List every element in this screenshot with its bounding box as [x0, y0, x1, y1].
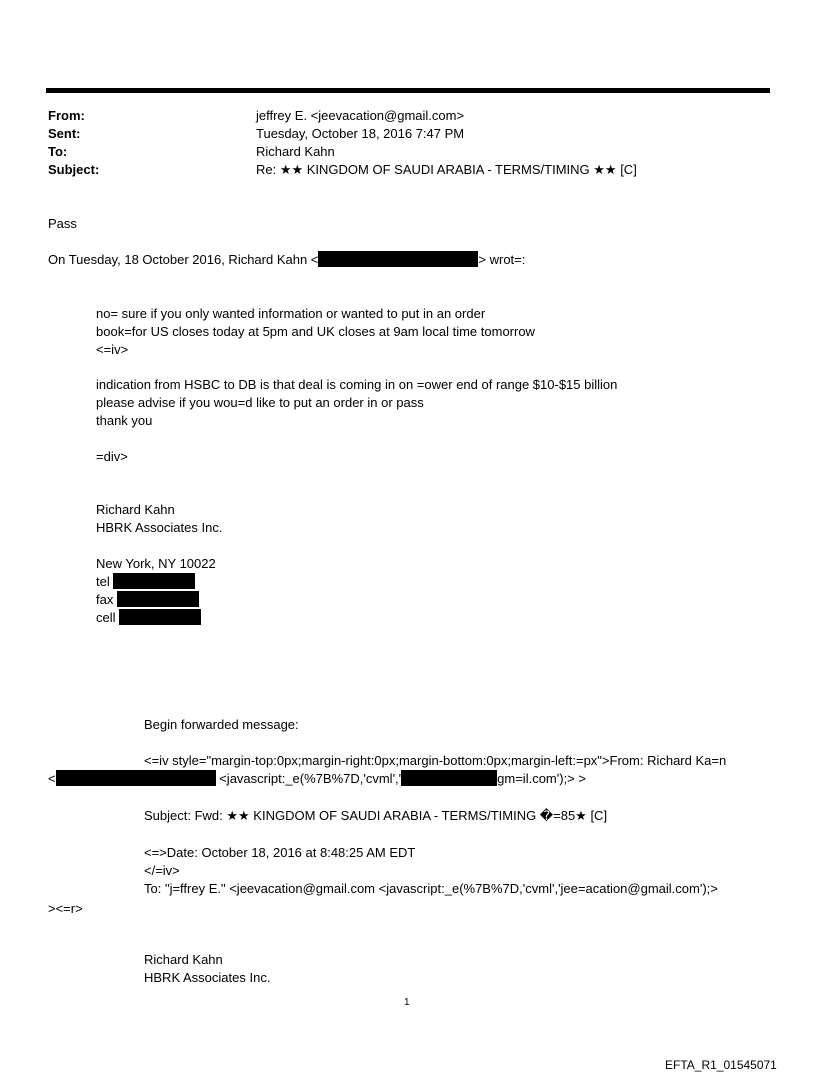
forwarded-from-line: <=iv style="margin-top:0px;margin-right:0px;margin-bottom:0px;margin-left:=px">From: Richard Ka=n: [144, 753, 727, 768]
signature-city: New York, NY 10022: [96, 556, 216, 571]
quoted-line: indication from HSBC to DB is that deal is coming in on =ower end of range $10-$15 billion: [96, 377, 618, 392]
redaction-bar: [56, 770, 216, 786]
signature-tel: [96, 573, 195, 591]
redaction-bar: [318, 251, 478, 267]
signature-cell: [96, 609, 201, 627]
page-number: 1: [404, 997, 410, 1008]
to-label: To:: [48, 144, 68, 159]
forwarded-to-continuation: ><=r>: [48, 901, 83, 916]
forwarded-to: To: "j=ffrey E." <jeevacation@gmail.com <javascript:_e(%7B%7D,'cvml','jee=acation@gmail.com');>: [144, 881, 718, 896]
quoted-line: book=for US closes today at 5pm and UK closes at 9am local time tomorrow: [96, 324, 535, 339]
header-rule: [46, 88, 770, 93]
subject-value: Re: ★★ KINGDOM OF SAUDI ARABIA - TERMS/TIMING ★★ [C]: [256, 162, 637, 177]
quoted-line: no= sure if you only wanted information or wanted to put in an order: [96, 306, 486, 321]
sent-label: Sent:: [48, 126, 81, 141]
from-value: jeffrey E. <jeevacation@gmail.com>: [256, 108, 465, 123]
from-cont-mid: <javascript:_e(%7B%7D,'cvml',': [219, 771, 402, 786]
quoted-line: thank you: [96, 413, 153, 428]
tel-label: tel: [96, 574, 110, 589]
quote-intro: [48, 251, 525, 269]
forwarded-intro: Begin forwarded message:: [144, 717, 299, 732]
signature-name: Richard Kahn: [96, 502, 175, 517]
signature-fax: [96, 591, 199, 609]
cell-label: cell: [96, 610, 116, 625]
quoted-line: =div>: [96, 449, 128, 464]
redaction-bar: [401, 770, 497, 786]
redaction-bar: [117, 591, 199, 607]
quote-intro-after: > wrot=:: [478, 252, 526, 267]
forwarded-from-continuation: [48, 770, 586, 788]
signature-company: HBRK Associates Inc.: [96, 520, 223, 535]
forwarded-date: <=>Date: October 18, 2016 at 8:48:25 AM EDT: [144, 845, 416, 860]
subject-label: Subject:: [48, 162, 100, 177]
forwarded-subject: Subject: Fwd: ★★ KINGDOM OF SAUDI ARABIA - TERMS/TIMING �=85★ [C]: [144, 808, 608, 823]
document-id: EFTA_R1_01545071: [665, 1058, 777, 1072]
redaction-bar: [119, 609, 201, 625]
forwarded-signature-company: HBRK Associates Inc.: [144, 970, 271, 985]
redaction-bar: [113, 573, 195, 589]
sent-value: Tuesday, October 18, 2016 7:47 PM: [256, 126, 465, 141]
from-cont-end: gm=il.com');> >: [497, 771, 586, 786]
forwarded-signature-name: Richard Kahn: [144, 952, 223, 967]
from-label: From:: [48, 108, 85, 123]
to-value: Richard Kahn: [256, 144, 335, 159]
forwarded-close-div: </=iv>: [144, 863, 180, 878]
quoted-line: please advise if you wou=d like to put an order in or pass: [96, 395, 424, 410]
fax-label: fax: [96, 592, 114, 607]
quote-intro-before: On Tuesday, 18 October 2016, Richard Kahn <: [48, 252, 319, 267]
quoted-line: <=iv>: [96, 342, 129, 357]
from-cont-start: <: [48, 771, 56, 786]
reply-text: Pass: [48, 216, 77, 231]
